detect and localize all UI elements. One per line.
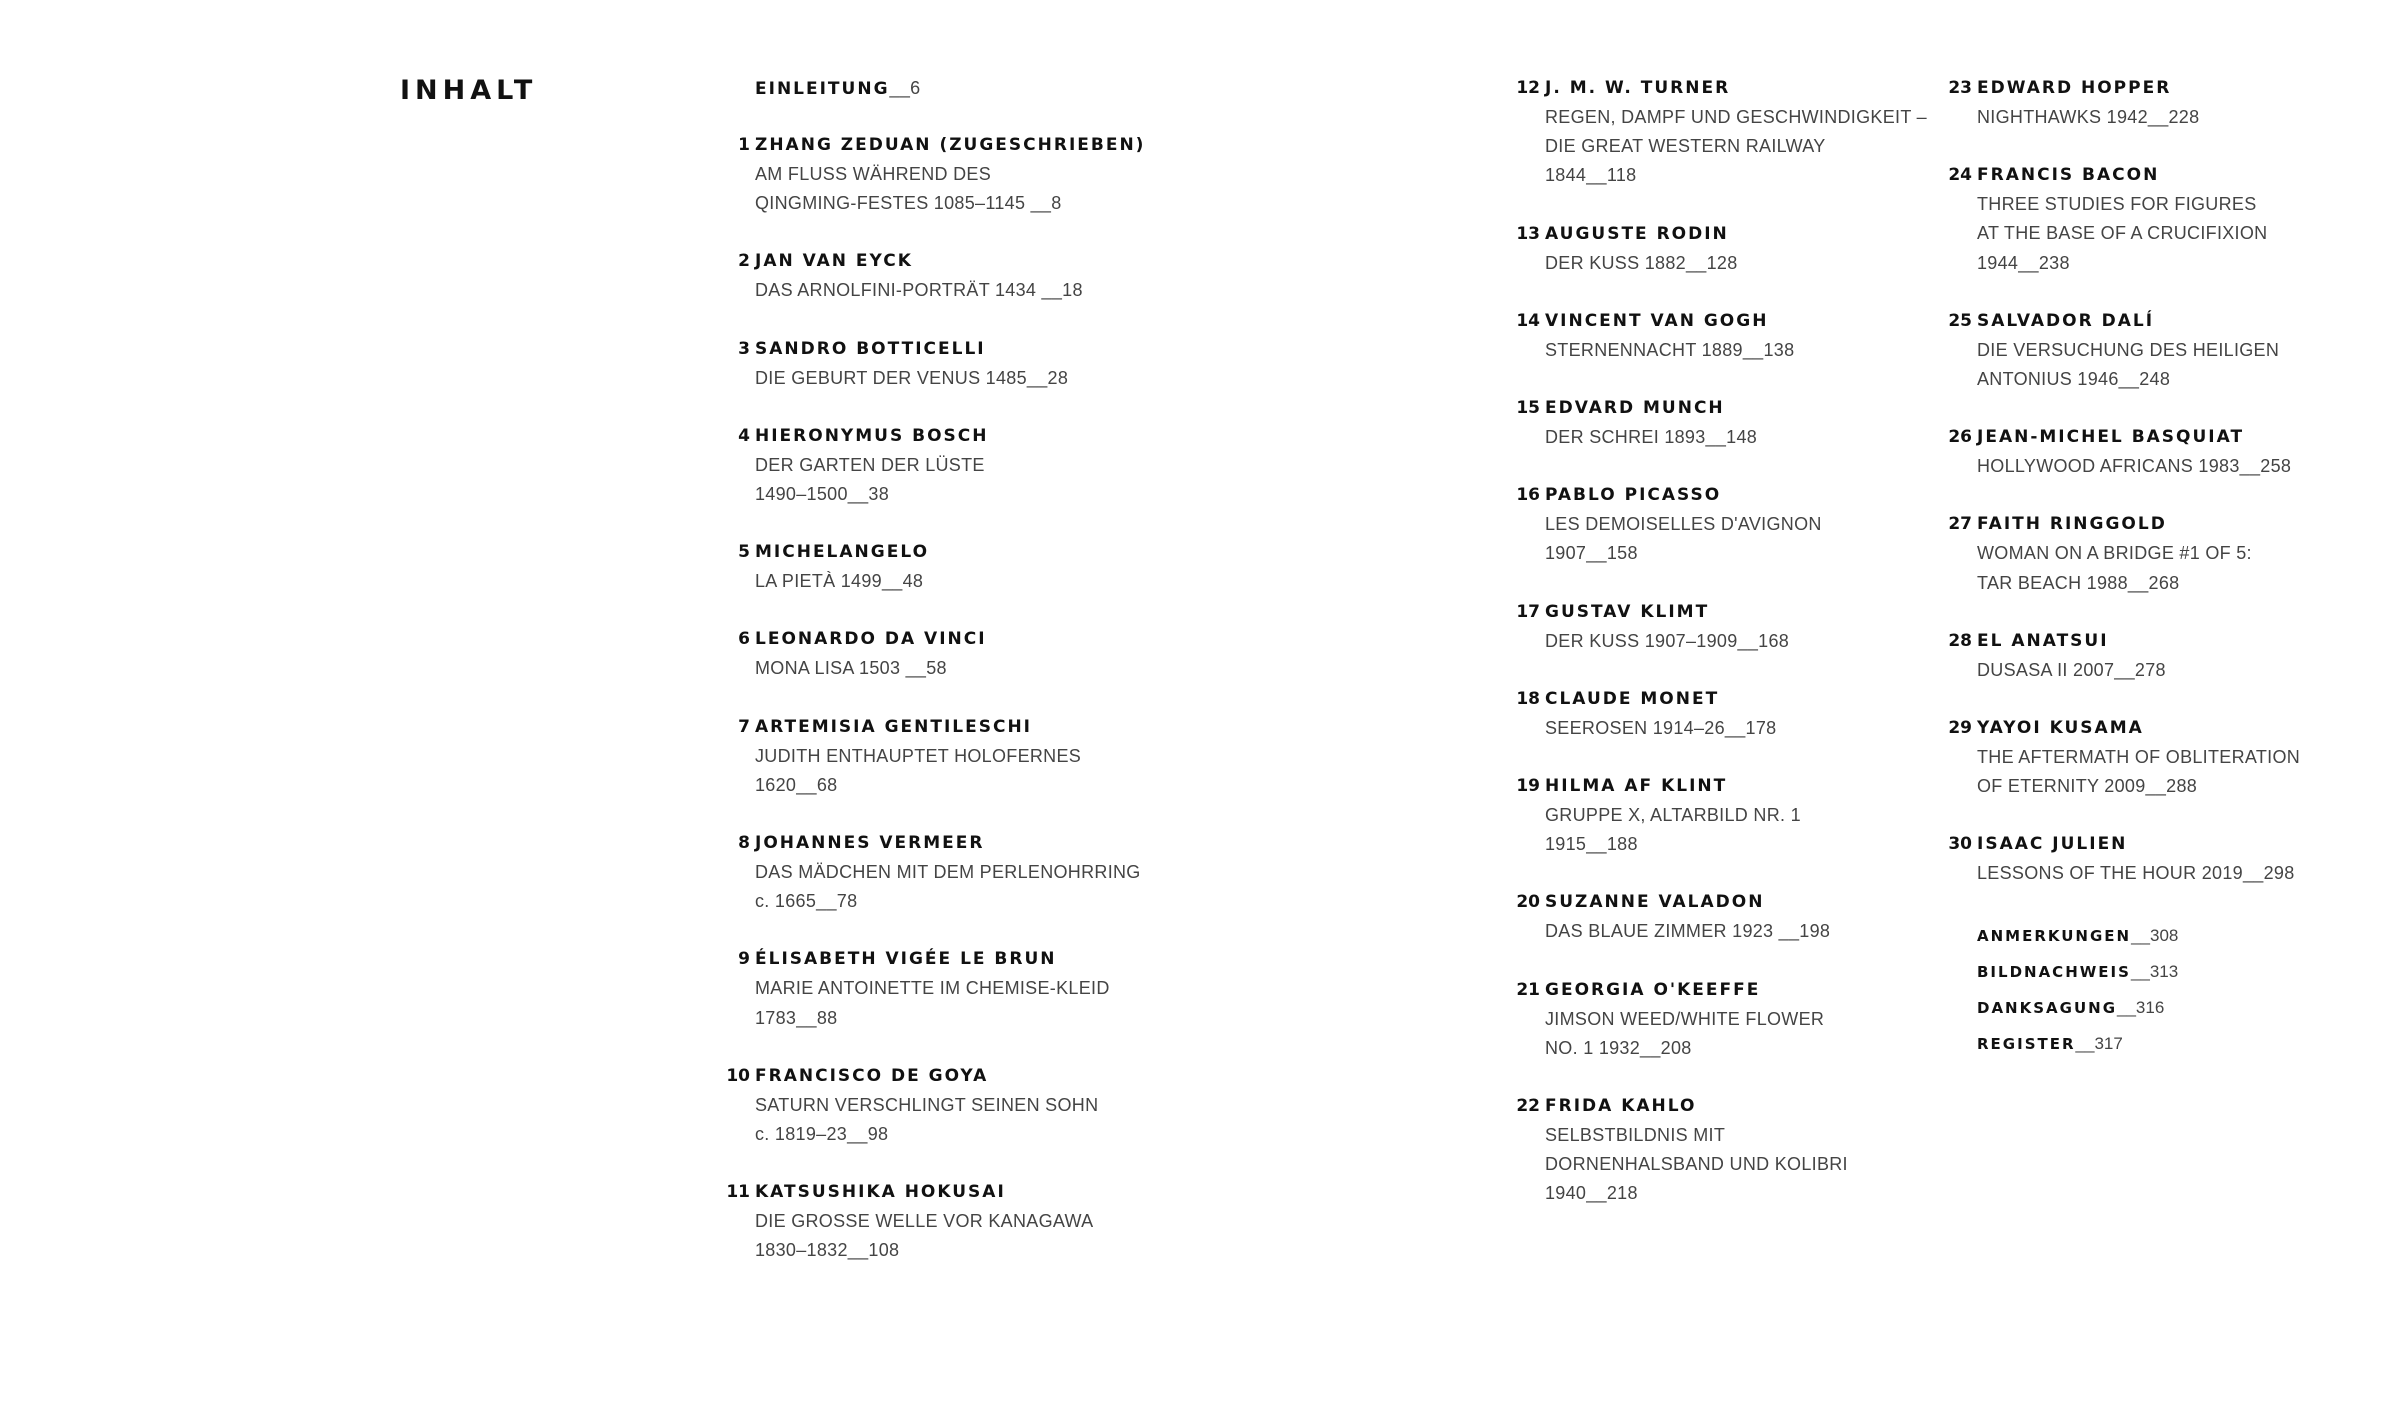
artwork-line: 1844__118 — [1545, 165, 1637, 186]
entry-number: 10 — [726, 1065, 750, 1086]
artwork-line: 1830–1832__108 — [755, 1240, 900, 1261]
entry-number: 4 — [738, 425, 750, 446]
toc-entry[interactable] — [1948, 714, 2368, 801]
page-title: INHALT — [400, 75, 538, 106]
artwork-line: LES DEMOISELLES D'AVIGNON — [1545, 514, 1822, 535]
artist-name: VINCENT VAN GOGH — [1545, 310, 1769, 331]
artist-name: JAN VAN EYCK — [755, 251, 913, 272]
entry-number: 25 — [1948, 310, 1972, 331]
artwork-line: 1915__188 — [1545, 834, 1638, 855]
intro-label: EINLEITUNG — [755, 79, 890, 99]
artwork-line: DER SCHREI 1893__148 — [1545, 427, 1758, 448]
entry-number: 27 — [1948, 514, 1972, 535]
artwork-line: GRUPPE X, ALTARBILD NR. 1 — [1545, 805, 1801, 826]
artwork-line: DIE VERSUCHUNG DES HEILIGEN — [1977, 339, 2280, 360]
entry-number: 1 — [738, 135, 750, 155]
toc-column-3 — [1948, 74, 2368, 1062]
entry-number: 9 — [738, 949, 750, 970]
entry-number: 19 — [1516, 776, 1540, 797]
appendix-page: __313 — [2130, 961, 2179, 981]
artwork-line: DIE GREAT WESTERN RAILWAY — [1545, 136, 1826, 157]
entry-number: 17 — [1516, 601, 1540, 622]
appendix-label: REGISTER — [1977, 1034, 2076, 1053]
artist-name: EL ANATSUI — [1977, 630, 2109, 651]
artwork-line: c. 1665__78 — [755, 891, 858, 912]
artist-name: FRANCIS BACON — [1977, 165, 2160, 186]
artwork-line: NIGHTHAWKS 1942__228 — [1977, 107, 2200, 127]
entry-number: 28 — [1948, 630, 1972, 651]
appendix-page: __308 — [2131, 925, 2179, 945]
toc-entry[interactable] — [726, 1178, 1206, 1265]
artwork-line: DER KUSS 1882__128 — [1545, 252, 1738, 273]
entry-number: 22 — [1516, 1096, 1540, 1117]
artist-name: SALVADOR DALÍ — [1977, 310, 2155, 331]
artwork-line: REGEN, DAMPF UND GESCHWINDIGKEIT – — [1545, 107, 1927, 127]
artwork-line: DIE GEBURT DER VENUS 1485__28 — [755, 367, 1069, 388]
artwork-line: DUSASA II 2007__278 — [1977, 659, 2166, 680]
artwork-line: OF ETERNITY 2009__288 — [1977, 776, 2198, 797]
artwork-line: SELBSTBILDNIS MIT — [1545, 1125, 1726, 1146]
artist-name: FAITH RINGGOLD — [1977, 514, 2167, 535]
appendix-label: DANKSAGUNG — [1977, 998, 2118, 1017]
artwork-line: HOLLYWOOD AFRICANS 1983__258 — [1977, 456, 2292, 477]
artwork-line: JUDITH ENTHAUPTET HOLOFERNES — [755, 745, 1082, 766]
toc-entry[interactable] — [1516, 220, 1936, 278]
appendix-item[interactable] — [1977, 954, 2368, 990]
toc-entry[interactable] — [726, 538, 1206, 596]
artwork-line: LA PIETÀ 1499__48 — [755, 571, 924, 592]
entry-number: 6 — [738, 629, 750, 650]
entry-number: 24 — [1948, 165, 1972, 186]
entry-number: 5 — [738, 542, 750, 563]
toc-entry[interactable] — [726, 945, 1206, 1032]
artwork-line: NO. 1 1932__208 — [1545, 1037, 1692, 1058]
artist-name: KATSUSHIKA HOKUSAI — [755, 1182, 1006, 1203]
entry-number: 2 — [738, 251, 750, 272]
toc-entry[interactable] — [1948, 161, 2368, 278]
toc-appendix — [1948, 918, 2368, 1062]
artwork-line: MARIE ANTOINETTE IM CHEMISE-KLEID — [755, 978, 1110, 999]
toc-entry[interactable] — [1948, 307, 2368, 394]
artist-name: FRANCISCO DE GOYA — [755, 1065, 989, 1086]
artist-name: SUZANNE VALADON — [1545, 892, 1765, 913]
toc-entries-3 — [1948, 74, 2368, 889]
appendix-page: __317 — [2075, 1033, 2123, 1053]
entry-number: 29 — [1948, 718, 1972, 739]
appendix-item[interactable] — [1977, 1026, 2368, 1062]
artist-name: GEORGIA O'KEEFFE — [1545, 979, 1761, 1000]
appendix-label: ANMERKUNGEN — [1977, 926, 2132, 945]
artist-name: PABLO PICASSO — [1545, 485, 1722, 506]
artwork-line: SEEROSEN 1914–26__178 — [1545, 717, 1777, 738]
artist-name: EDVARD MUNCH — [1545, 398, 1725, 419]
artist-name: FRIDA KAHLO — [1545, 1096, 1697, 1117]
entry-number: 26 — [1948, 427, 1972, 448]
artist-name: ZHANG ZEDUAN (ZUGESCHRIEBEN) — [755, 135, 1146, 155]
artist-name: ÉLISABETH VIGÉE LE BRUN — [755, 949, 1057, 970]
toc-entry[interactable] — [1516, 481, 1936, 568]
entry-number: 12 — [1516, 78, 1540, 98]
artwork-line: AM FLUSS WÄHREND DES — [755, 164, 992, 184]
toc-entry[interactable] — [726, 1062, 1206, 1149]
entry-number: 15 — [1516, 398, 1540, 419]
entry-number: 30 — [1948, 834, 1972, 855]
appendix-page: __316 — [2117, 997, 2165, 1017]
toc-entry[interactable] — [1948, 510, 2368, 597]
entry-number: 23 — [1948, 78, 1972, 98]
entry-number: 13 — [1516, 223, 1540, 244]
toc-intro[interactable] — [726, 74, 1206, 104]
artist-name: ISAAC JULIEN — [1977, 834, 2128, 855]
toc-entry[interactable] — [1948, 423, 2368, 481]
artist-name: EDWARD HOPPER — [1977, 78, 2172, 98]
entry-number: 21 — [1516, 979, 1540, 1000]
artist-name: ARTEMISIA GENTILESCHI — [755, 716, 1033, 737]
toc-entry[interactable] — [1948, 627, 2368, 685]
entry-number: 20 — [1516, 892, 1540, 913]
artwork-line: THREE STUDIES FOR FIGURES — [1977, 194, 2257, 215]
artwork-line: 1783__88 — [755, 1007, 838, 1028]
artwork-line: LESSONS OF THE HOUR 2019__298 — [1977, 863, 2295, 884]
artwork-line: ANTONIUS 1946__248 — [1977, 369, 2171, 390]
entry-number: 14 — [1516, 310, 1540, 331]
entry-number: 18 — [1516, 688, 1540, 709]
toc-entry[interactable] — [726, 625, 1206, 683]
entry-number: 16 — [1516, 485, 1540, 506]
artwork-line: DIE GROSSE WELLE VOR KANAGAWA — [755, 1211, 1094, 1232]
appendix-label: BILDNACHWEIS — [1977, 962, 2131, 981]
toc-entry[interactable] — [1516, 307, 1936, 365]
entry-number: 3 — [738, 338, 750, 359]
toc-entry[interactable] — [1516, 394, 1936, 452]
artwork-line: 1620__68 — [755, 774, 838, 795]
artist-name: LEONARDO DA VINCI — [755, 629, 987, 650]
toc-entries-2 — [1516, 74, 1936, 1209]
artwork-line: 1944__238 — [1977, 252, 2070, 273]
artwork-line: DORNENHALSBAND UND KOLIBRI — [1545, 1154, 1848, 1175]
artist-name: J. M. W. TURNER — [1545, 78, 1731, 98]
toc-entry[interactable] — [1516, 1092, 1936, 1209]
entry-number: 7 — [738, 716, 750, 737]
artwork-line: MONA LISA 1503 __58 — [755, 658, 947, 679]
appendix-item[interactable] — [1977, 918, 2368, 954]
artist-name: HIERONYMUS BOSCH — [755, 425, 989, 446]
artwork-line: WOMAN ON A BRIDGE #1 OF 5: — [1977, 543, 2252, 564]
toc-entry[interactable] — [1948, 74, 2368, 132]
artwork-line: c. 1819–23__98 — [755, 1124, 889, 1145]
toc-column-1 — [726, 74, 1206, 1295]
artist-name: HILMA AF KLINT — [1545, 776, 1728, 797]
toc-entry[interactable] — [726, 829, 1206, 916]
artwork-line: DAS MÄDCHEN MIT DEM PERLENOHRRING — [755, 862, 1141, 883]
toc-entry[interactable] — [1948, 830, 2368, 888]
toc-entry[interactable] — [1516, 772, 1936, 859]
toc-entry[interactable] — [1516, 74, 1936, 191]
toc-entry[interactable] — [1516, 976, 1936, 1063]
artwork-line: DAS ARNOLFINI-PORTRÄT 1434 __18 — [755, 280, 1083, 301]
artwork-line: 1490–1500__38 — [755, 484, 890, 505]
artwork-line: TAR BEACH 1988__268 — [1977, 572, 2180, 593]
intro-page: __6 — [889, 78, 921, 98]
toc-entry[interactable] — [726, 131, 1206, 218]
toc-entry[interactable] — [726, 247, 1206, 305]
toc-entry[interactable] — [1516, 685, 1936, 743]
artwork-line: DAS BLAUE ZIMMER 1923 __198 — [1545, 921, 1831, 942]
toc-entry[interactable] — [1516, 888, 1936, 946]
toc-entry[interactable] — [726, 335, 1206, 393]
artist-name: AUGUSTE RODIN — [1545, 223, 1729, 244]
artwork-line: DER GARTEN DER LÜSTE — [755, 454, 985, 475]
toc-entry[interactable] — [1516, 598, 1936, 656]
artist-name: MICHELANGELO — [755, 542, 930, 563]
toc-entry[interactable] — [726, 422, 1206, 509]
artist-name: CLAUDE MONET — [1545, 688, 1720, 709]
toc-column-2 — [1516, 74, 1936, 1238]
artist-name: GUSTAV KLIMT — [1545, 601, 1710, 622]
artwork-line: QINGMING-FESTES 1085–1145 __8 — [755, 193, 1062, 214]
artist-name: SANDRO BOTTICELLI — [755, 338, 986, 359]
artist-name: JEAN-MICHEL BASQUIAT — [1977, 427, 2245, 448]
toc-entry[interactable] — [726, 713, 1206, 800]
entry-number: 8 — [738, 833, 750, 854]
artwork-line: 1940__218 — [1545, 1183, 1638, 1204]
artwork-line: SATURN VERSCHLINGT SEINEN SOHN — [755, 1094, 1099, 1115]
artist-name: JOHANNES VERMEER — [755, 833, 985, 854]
artwork-line: DER KUSS 1907–1909__168 — [1545, 630, 1790, 651]
artwork-line: JIMSON WEED/WHITE FLOWER — [1545, 1008, 1825, 1029]
artwork-line: STERNENNACHT 1889__138 — [1545, 339, 1795, 360]
artist-name: YAYOI KUSAMA — [1977, 718, 2144, 739]
toc-entries-1 — [726, 131, 1206, 1266]
appendix-item[interactable] — [1977, 990, 2368, 1026]
artwork-line: THE AFTERMATH OF OBLITERATION — [1977, 747, 2301, 768]
entry-number: 11 — [726, 1182, 750, 1203]
artwork-line: 1907__158 — [1545, 543, 1638, 564]
artwork-line: AT THE BASE OF A CRUCIFIXION — [1977, 223, 2268, 244]
